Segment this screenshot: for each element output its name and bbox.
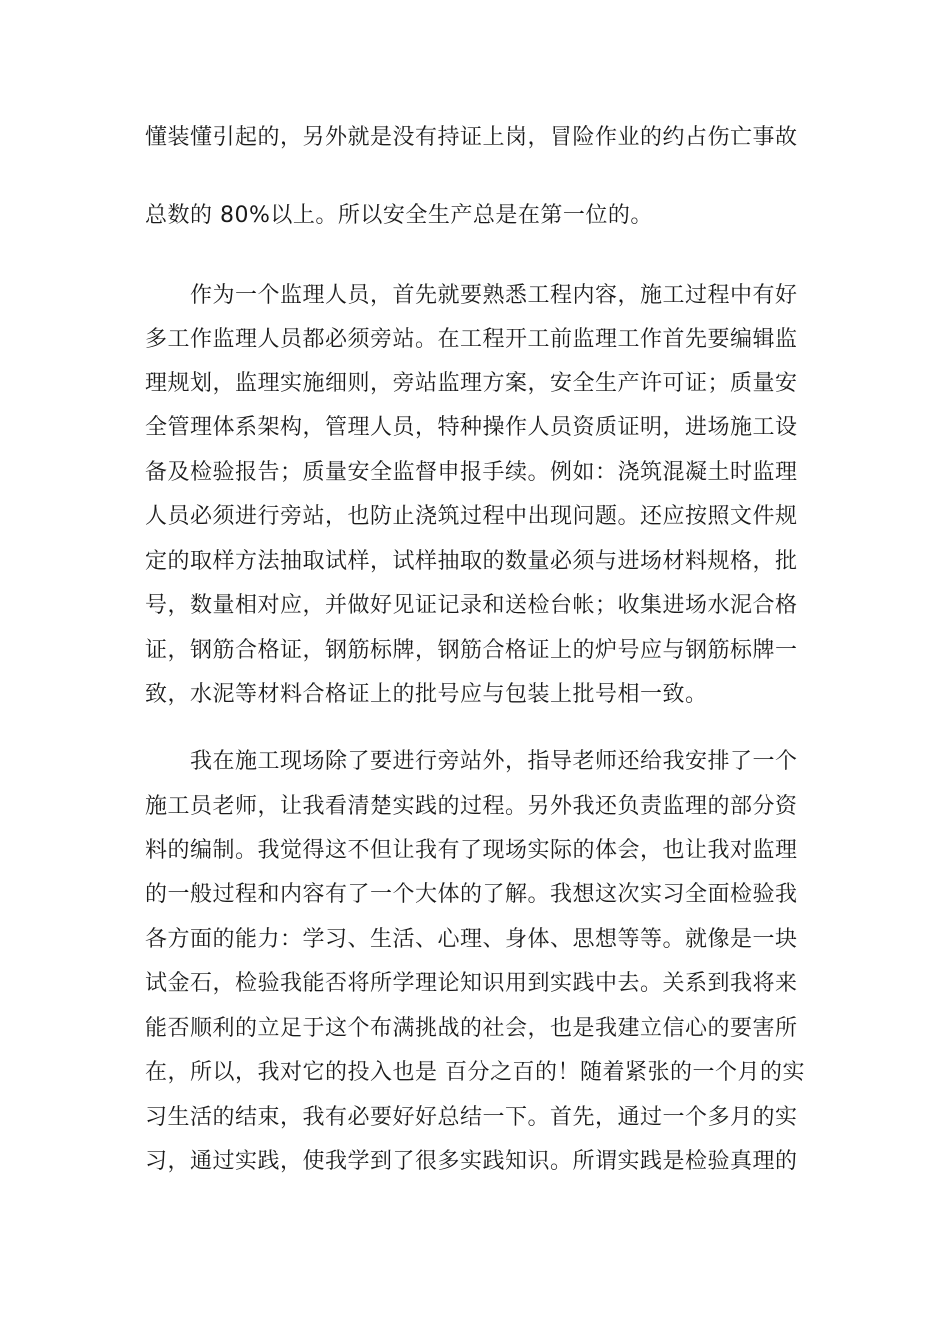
text-line: 备及检验报告；质量安全监督申报手续。例如：浇筑混凝土时监理 xyxy=(145,460,798,485)
text-line: 号，数量相对应，并做好见证记录和送检台帐；收集进场水泥合格 xyxy=(145,593,798,618)
text-line: 多工作监理人员都必须旁站。在工程开工前监理工作首先要编辑监 xyxy=(145,327,798,352)
text-line: 试金石，检验我能否将所学理论知识用到实践中去。关系到我将来 xyxy=(145,971,798,996)
text-line: 施工员老师，让我看清楚实践的过程。另外我还负责监理的部分资 xyxy=(145,794,798,819)
text-line: 我在施工现场除了要进行旁站外，指导老师还给我安排了一个 xyxy=(190,749,798,774)
text-line: 总数的 80%以上。所以安全生产总是在第一位的。 xyxy=(145,203,653,228)
text-line: 在，所以，我对它的投入也是 百分之百的！随着紧张的一个月的实 xyxy=(145,1060,805,1085)
text-line: 致，水泥等材料合格证上的批号应与包装上批号相一致。 xyxy=(145,682,708,707)
text-line: 证，钢筋合格证，钢筋标牌，钢筋合格证上的炉号应与钢筋标牌一 xyxy=(145,638,798,663)
text-line: 习生活的结束，我有必要好好总结一下。首先，通过一个多月的实 xyxy=(145,1105,798,1130)
text-line: 人员必须进行旁站，也防止浇筑过程中出现问题。还应按照文件规 xyxy=(145,504,798,529)
text-line: 定的取样方法抽取试样，试样抽取的数量必须与进场材料规格，批 xyxy=(145,549,798,574)
text-line: 各方面的能力：学习、生活、心理、身体、思想等等。就像是一块 xyxy=(145,927,798,952)
text-line: 的一般过程和内容有了一个大体的了解。我想这次实习全面检验我 xyxy=(145,882,798,907)
text-line: 全管理体系架构，管理人员，特种操作人员资质证明，进场施工设 xyxy=(145,415,798,440)
text-line: 理规划，监理实施细则，旁站监理方案，安全生产许可证；质量安 xyxy=(145,371,798,396)
text-line: 料的编制。我觉得这不但让我有了现场实际的体会，也让我对监理 xyxy=(145,838,798,863)
text-line: 习，通过实践，使我学到了很多实践知识。所谓实践是检验真理的 xyxy=(145,1149,798,1174)
text-line: 懂装懂引起的，另外就是没有持证上岗，冒险作业的约占伤亡事故 xyxy=(145,125,798,150)
text-line: 能否顺利的立足于这个布满挑战的社会，也是我建立信心的要害所 xyxy=(145,1016,798,1041)
text-line: 作为一个监理人员，首先就要熟悉工程内容，施工过程中有好 xyxy=(190,283,798,308)
